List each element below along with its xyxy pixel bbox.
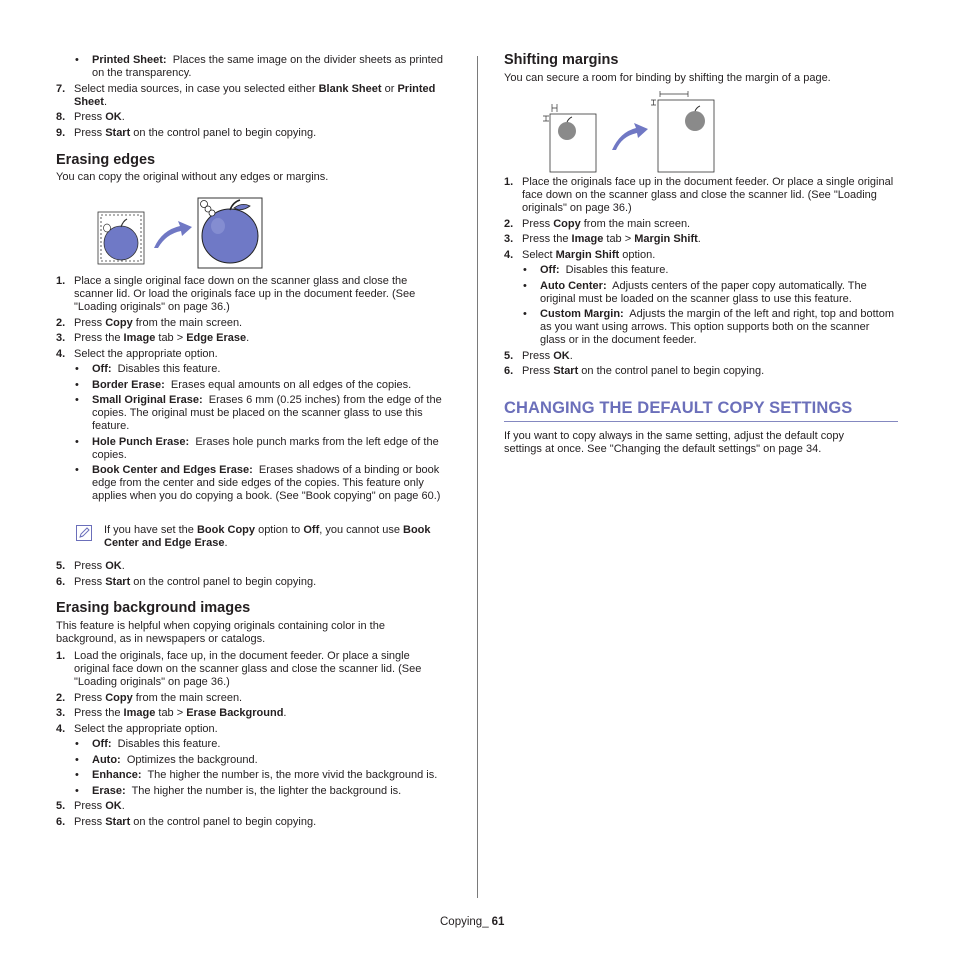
list-item: • Erase: The higher the number is, the lighter the background is. (75, 784, 402, 797)
arrow-icon (612, 123, 648, 150)
original-page-icon (98, 212, 144, 264)
arrow-icon (154, 221, 192, 248)
copy-result-icon (651, 91, 714, 172)
pencil-note-icon (76, 525, 92, 541)
heading-erasing-background: Erasing background images (56, 600, 251, 616)
list-item: • Auto Center: Adjusts centers of the paper copy automatically. The original must be loaded on the scanner glass to use this feature. (523, 279, 867, 305)
list-item: 1. Load the originals, face up, in the document feeder. Or place a single original face down on the scanner glass and close the scanner lid. (See "Loading originals" on page 36.) (56, 650, 422, 688)
footer-section: Copying_ (440, 916, 489, 928)
list-item: 3. Press the Image tab > Edge Erase. (56, 332, 250, 344)
list-item: • Border Erase: Erases equal amounts on all edges of the copies. (75, 378, 412, 391)
column-divider (477, 56, 478, 898)
list-item: 4. Select Margin Shift option. (504, 248, 656, 261)
list-item: • Off: Disables this feature. (75, 363, 221, 375)
list-item: 4. Select the appropriate option. (56, 722, 218, 735)
list-item: • Off: Disables this feature. (75, 738, 221, 750)
list-item: 3. Press the Image tab > Margin Shift. (504, 233, 701, 245)
original-page-icon (543, 104, 596, 172)
shifting-steps (504, 176, 898, 381)
default-settings-text: If you want to copy always in the same setting, adjust the default copy settings at once. See "Changing the default settings" on page 34. (504, 430, 844, 455)
list-item: 5. Press OK. (504, 349, 573, 362)
list-item: 1. Place the originals face up in the document feeder. Or place a single original face down on the scanner glass and close the scanner lid. (See "Loading originals" on page 36.) (504, 176, 894, 214)
copy-result-icon (198, 198, 262, 268)
list-item: 2. Press Copy from the main screen. (56, 691, 243, 704)
step-8: 8. Press OK. (56, 111, 125, 123)
section-rule (504, 421, 898, 422)
left-column (56, 0, 448, 828)
list-item: • Custom Margin: Adjusts the margin of the left and right, top and bottom as you want using arrows. This option supports both on the scanner glass or in the document feeder. (523, 308, 895, 346)
list-item: • Enhance: The higher the number is, the more vivid the background is. (75, 769, 438, 781)
erasing-edges-steps (56, 275, 448, 506)
list-item: • Hole Punch Erase: Erases hole punch marks from the left edge of the copies. (75, 435, 439, 461)
bullet-printed-sheet: • Printed Sheet: Places the same image on the divider sheets as printed on the transparency. (75, 54, 443, 79)
list-item: 5. Press OK. (56, 560, 125, 572)
list-item: • Off: Disables this feature. (523, 264, 669, 276)
step-7: 7. Select media sources, in case you selected either Blank Sheet or Printed Sheet. (56, 82, 436, 108)
list-item: 2. Press Copy from the main screen. (56, 316, 243, 329)
note-box: If you have set the Book Copy option to Off, you cannot use Book Center and Edge Erase. (56, 524, 448, 550)
list-item: • Auto: Optimizes the background. (75, 753, 258, 766)
list-item: 4. Select the appropriate option. (56, 347, 218, 360)
list-item: 6. Press Start on the control panel to begin copying. (56, 575, 317, 588)
shifting-desc: You can secure a room for binding by shifting the margin of a page. (504, 72, 831, 84)
list-item: 5. Press OK. (56, 800, 125, 812)
margin-shift-illustration (542, 90, 718, 174)
list-item: 6. Press Start on the control panel to begin copying. (56, 815, 317, 828)
erasing-edges-desc: You can copy the original without any edges or margins. (56, 171, 329, 183)
list-item: 6. Press Start on the control panel to begin copying. (504, 365, 765, 377)
list-item: • Small Original Erase: Erases 6 mm (0.25 inches) from the edge of the copies. The original must be placed on the scanner glass to use this feature. (75, 394, 442, 432)
erase-edges-illustration (94, 196, 264, 270)
section-default-settings (504, 398, 898, 422)
heading-erasing-edges: Erasing edges (56, 152, 156, 168)
heading-shifting-margins: Shifting margins (504, 52, 619, 68)
section-title: CHANGING THE DEFAULT COPY SETTINGS (504, 399, 853, 417)
erasing-bg-desc: This feature is helpful when copying originals containing color in the background, as in newspapers or catalogs. (56, 620, 385, 645)
erasing-bg-steps (56, 650, 448, 831)
list-item: • Book Center and Edges Erase: Erases shadows of a binding or book edge from the center and side edges of the copies. This feature only applies when you do copying a book. (See "Book copying" on page 60.) (75, 464, 441, 502)
list-item: 3. Press the Image tab > Erase Background. (56, 707, 287, 719)
list-item: 2. Press Copy from the main screen. (504, 217, 691, 230)
list-item: 1. Place a single original face down on the scanner glass and close the scanner lid. Or load the originals face up in the document feeder. (See "Loading originals" on page 36.) (56, 275, 416, 313)
page-footer (440, 916, 504, 929)
page-number: 61 (491, 916, 505, 928)
step-9: 9. Press Start on the control panel to begin copying. (56, 126, 317, 139)
